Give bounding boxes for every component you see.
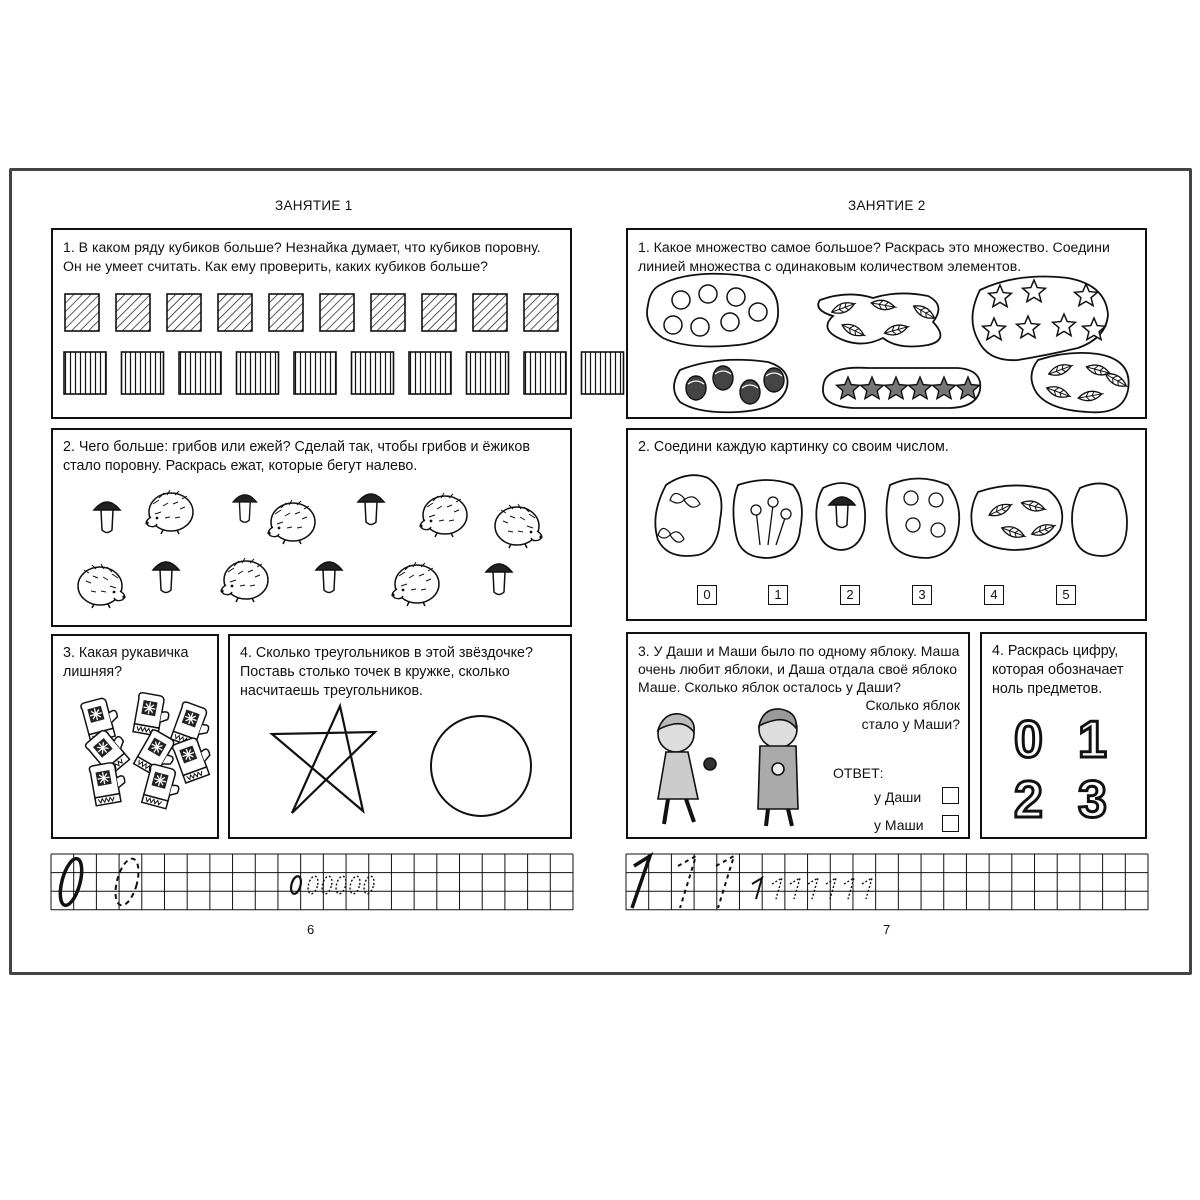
striped-cube [122, 352, 164, 394]
hatched-cube [473, 294, 507, 331]
small-one-trace [808, 878, 818, 899]
set-leaves-three[interactable] [971, 485, 1062, 550]
task-1-sets-text: 1. Какое множество самое большое? Раскрась это множество. Соедини линией множества с одинаковым количеством элементов. [638, 239, 1110, 274]
set-empty[interactable] [1072, 483, 1127, 556]
task-1-text: 1. В каком ряду кубиков больше? Незнайка думает, что кубиков поровну. Он не умеет считать. Как ему проверить, каких кубиков больше? [63, 239, 541, 274]
nut [764, 368, 784, 392]
task-2-mushrooms-panel [51, 428, 572, 627]
answer-circle[interactable] [431, 716, 531, 816]
task-4-digits-panel [980, 632, 1147, 839]
page-number-left: 6 [307, 922, 315, 937]
digit-0[interactable]: 0 [1014, 711, 1043, 769]
writing-grid-zero[interactable] [51, 854, 573, 910]
task-3-mittens-panel [51, 634, 219, 839]
striped-cube [352, 352, 394, 394]
girls-picture [628, 634, 972, 841]
hatched-cube [218, 294, 252, 331]
hatched-cube [116, 294, 150, 331]
one-trace [716, 856, 734, 908]
nut [686, 376, 706, 400]
hedgehog [495, 504, 543, 548]
five-point-star [272, 706, 375, 813]
task-1-sets-panel [626, 228, 1147, 419]
hedgehog [267, 500, 315, 544]
task-2-match-text: 2. Соедини каждую картинку со своим числом. [638, 439, 949, 455]
number-box-3[interactable]: 3 [912, 585, 932, 605]
number-box-0[interactable]: 0 [697, 585, 717, 605]
nut [713, 366, 733, 390]
hedgehog [419, 493, 467, 537]
mittens-picture [53, 636, 221, 841]
hatched-cube [371, 294, 405, 331]
nut [740, 380, 760, 404]
small-zero-trace [306, 875, 319, 895]
sets-picture [628, 230, 1149, 421]
one-sample [632, 856, 650, 908]
striped-cube [524, 352, 566, 394]
mushrooms-hedgehogs-picture [53, 430, 574, 629]
number-box-1[interactable]: 1 [768, 585, 788, 605]
hatched-cube [167, 294, 201, 331]
girl-dasha [658, 714, 716, 824]
answer-masha-label: у Маши [874, 817, 924, 833]
striped-cube [294, 352, 336, 394]
number-box-2[interactable]: 2 [840, 585, 860, 605]
star-and-circle [230, 636, 574, 841]
number-box-5[interactable]: 5 [1056, 585, 1076, 605]
striped-cube [64, 352, 106, 394]
small-one-sample [752, 878, 762, 899]
task-1-cubes-panel [51, 228, 572, 419]
answer-dasha-box[interactable] [942, 787, 959, 804]
hedgehog [220, 558, 268, 602]
small-zero-trace [320, 875, 333, 895]
one-trace [678, 856, 696, 908]
task-2-match-panel [626, 428, 1147, 621]
striped-cube [179, 352, 221, 394]
task-2-text: 2. Чего больше: грибов или ежей? Сделай так, чтобы грибов и ёжиков стало поровну. Раскрась ежат, которые бегут налево. [63, 439, 530, 474]
girl-masha [758, 709, 798, 826]
striped-cube [409, 352, 451, 394]
mushroom [358, 494, 384, 525]
striped-cube [467, 352, 509, 394]
striped-cube [237, 352, 279, 394]
small-one-trace [772, 878, 782, 899]
cube-rows [53, 230, 574, 421]
small-zero-trace [348, 875, 361, 895]
task-4-text: 4. Сколько треугольников в этой звёздочке? Поставь столько точек в кружке, сколько насчитаешь треугольников. [240, 645, 533, 699]
set-flowers[interactable] [733, 480, 801, 558]
page-number-right: 7 [883, 922, 891, 937]
striped-cube [582, 352, 624, 394]
mushroom [153, 562, 179, 593]
mitten [89, 761, 128, 806]
small-one-trace [790, 878, 800, 899]
digit-2[interactable]: 2 [1014, 771, 1043, 829]
hedgehog [78, 564, 126, 608]
hatched-cube [269, 294, 303, 331]
set-butterflies[interactable] [655, 475, 721, 556]
task-3-apples-panel [626, 632, 970, 839]
task-4-digits-text: 4. Раскрась цифру, которая обозначает ноль предметов. [992, 643, 1124, 697]
digit-1[interactable]: 1 [1078, 711, 1107, 769]
task-4-star-panel [228, 634, 572, 839]
task-3-apples-text: 3. У Даши и Маши было по одному яблоку. Маша очень любит яблоки, и Даша отдала своё яблоко Маше. Сколько яблок осталось у Даши? [638, 643, 960, 695]
zero-trace [111, 856, 143, 908]
mushroom [316, 562, 342, 593]
hatched-cube [320, 294, 354, 331]
lesson-2-title: ЗАНЯТИЕ 2 [848, 198, 926, 213]
task-3-question-masha: Сколько яблок стало у Маши? [861, 697, 960, 732]
mushroom [233, 495, 256, 522]
mushroom [94, 502, 120, 533]
hedgehog [145, 490, 193, 534]
digit-3[interactable]: 3 [1078, 771, 1107, 829]
answer-masha-box[interactable] [942, 815, 959, 832]
task-3-text: 3. Какая рукавичка лишняя? [63, 645, 189, 680]
writing-grid-one[interactable] [626, 854, 1148, 910]
hatched-cube [524, 294, 558, 331]
small-one-trace [826, 878, 836, 899]
lesson-1-title: ЗАНЯТИЕ 1 [275, 198, 353, 213]
number-box-4[interactable]: 4 [984, 585, 1004, 605]
zero-sample [56, 856, 86, 907]
answer-label: ОТВЕТ: [833, 765, 884, 781]
hatched-cube [422, 294, 456, 331]
small-one-trace [862, 878, 872, 899]
mushroom [486, 564, 512, 595]
hedgehog [391, 562, 439, 606]
hatched-cube [65, 294, 99, 331]
set-apples[interactable] [887, 479, 960, 559]
answer-dasha-label: у Даши [874, 789, 922, 805]
